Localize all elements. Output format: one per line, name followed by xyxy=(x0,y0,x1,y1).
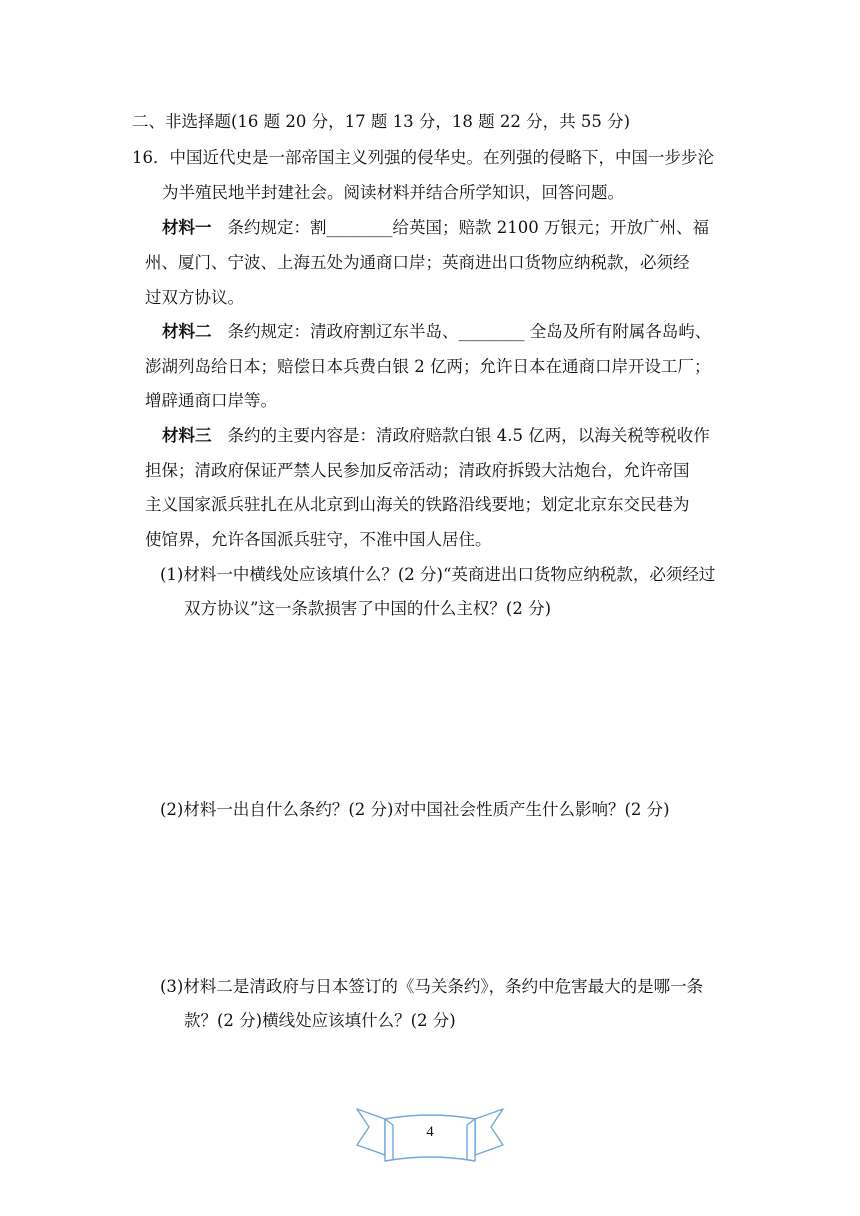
subquestion3-line1: (3)材料二是清政府与日本签订的《马关条约》，条约中危害最大的是哪一条 xyxy=(160,977,704,996)
material2-line2: 澎湖列岛给日本；赔偿日本兵费白银 2 亿两；允许日本在通商口岸开设工厂； xyxy=(145,357,711,376)
material2-label: 材料二 xyxy=(162,322,212,341)
subquestion1-line1: (1)材料一中横线处应该填什么？(2 分)“英商进出口货物应纳税款，必须经过 xyxy=(160,565,716,584)
material1-text: 条约规定：割________给英国；赔款 2100 万银元；开放广州、福 xyxy=(227,218,709,237)
subquestion1-line2: 双方协议”这一条款损害了中国的什么主权？(2 分) xyxy=(184,599,552,618)
material1-line2: 州、厦门、宁波、上海五处为通商口岸；英商进出口货物应纳税款，必须经 xyxy=(145,253,690,272)
subquestion2-line1: (2)材料一出自什么条约？(2 分)对中国社会性质产生什么影响？(2 分) xyxy=(160,800,670,819)
subquestion3-line2: 款？(2 分)横线处应该填什么？(2 分) xyxy=(184,1011,456,1030)
page-number: 4 xyxy=(426,1124,434,1140)
material2-first-line xyxy=(162,321,711,343)
material2-text: 条约规定：清政府割辽东半岛、________ 全岛及所有附属各岛屿、 xyxy=(227,322,712,341)
material3-line3: 主义国家派兵驻扎在从北京到山海关的铁路沿线要地；划定北京东交民巷为 xyxy=(145,495,690,514)
material3-first-line xyxy=(162,425,710,447)
material1-first-line xyxy=(162,217,709,239)
material1-line3: 过双方协议。 xyxy=(145,288,244,307)
section-heading: 二、非选择题(16 题 20 分，17 题 13 分，18 题 22 分，共 55 分) xyxy=(132,112,631,131)
material1-label: 材料一 xyxy=(162,218,212,237)
material2-line3: 增辟通商口岸等。 xyxy=(145,391,277,410)
material3-text: 条约的主要内容是：清政府赔款白银 4.5 亿两，以海关税等税收作 xyxy=(227,426,710,445)
material3-line4: 使馆界，允许各国派兵驻守，不准中国人居住。 xyxy=(145,530,492,549)
question-stem-line1: 16．中国近代史是一部帝国主义列强的侵华史。在列强的侵略下，中国一步步沦 xyxy=(132,148,714,167)
material3-label: 材料三 xyxy=(162,426,212,445)
material3-line2: 担保；清政府保证严禁人民参加反帝活动；清政府拆毁大沽炮台，允许帝国 xyxy=(145,461,690,480)
question-stem-line2: 为半殖民地半封建社会。阅读材料并结合所学知识，回答问题。 xyxy=(162,183,624,202)
